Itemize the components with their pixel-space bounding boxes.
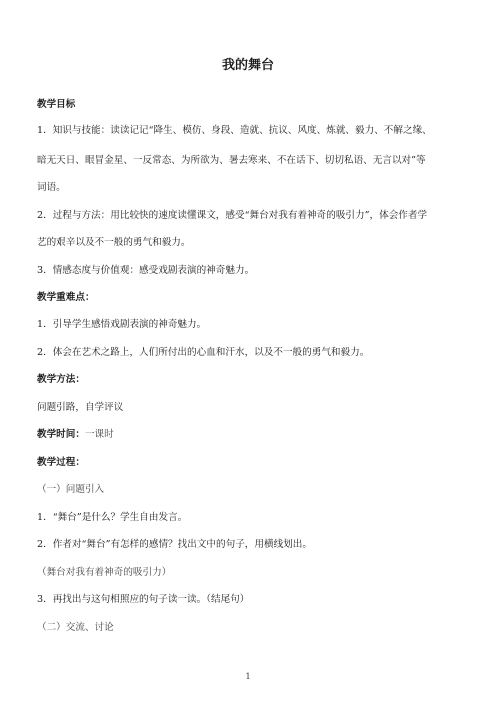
methods-heading: 教学方法： <box>37 374 85 385</box>
objective-2-line-1: 2．过程与方法：用比较快的速度读懂课文，感受“舞台对我有着神奇的吸引力”，体会作者学 <box>37 210 428 221</box>
time-heading: 教学时间： <box>37 429 85 440</box>
objectives-heading: 教学目标 <box>37 99 76 110</box>
objective-3: 3．情感态度与价值观：感受戏剧表演的神奇魅力。 <box>37 265 255 276</box>
keypoint-1: 1．引导学生感悟戏剧表演的神奇魅力。 <box>37 319 207 330</box>
time-row <box>37 428 461 441</box>
step-1-question-3: 3．再找出与这句相照应的句子读一读。（结尾句） <box>37 594 250 605</box>
methods-text: 问题引路，自学评议 <box>37 402 124 413</box>
objective-1-line-3: 词语。 <box>37 182 66 193</box>
step-1-question-1: 1．“舞台”是什么？学生自由发言。 <box>37 512 188 523</box>
page-number: 1 <box>245 672 251 681</box>
step-2-heading: （二）交流、讨论 <box>37 622 114 633</box>
objective-1-line-2: 暗无天日、眼冒金星、一反常态、为所欲为、暑去寒来、不在话下、切切私语、无言以对”等 <box>37 155 426 166</box>
document-title: 我的舞台 <box>221 58 274 73</box>
step-1-answer: （舞台对我有着神奇的吸引力） <box>37 567 172 578</box>
objective-1-line-1: 1．知识与技能：读读记记“降生、模仿、身段、造就、抗议、风度、炼就、毅力、不解之缘、 <box>37 125 432 136</box>
keypoint-2: 2．体会在艺术之路上，人们所付出的心血和汗水，以及不一般的勇气和毅力。 <box>37 347 370 358</box>
objective-2-line-2: 艺的艰辛以及不一般的勇气和毅力。 <box>37 237 191 248</box>
step-1-question-2: 2．作者对“舞台”有怎样的感情？找出文中的句子，用横线划出。 <box>37 539 312 550</box>
process-heading: 教学过程： <box>37 457 85 468</box>
time-text: 一课时 <box>84 429 114 440</box>
keypoints-heading: 教学重难点： <box>37 292 95 303</box>
step-1-heading: （一）问题引入 <box>37 484 105 495</box>
